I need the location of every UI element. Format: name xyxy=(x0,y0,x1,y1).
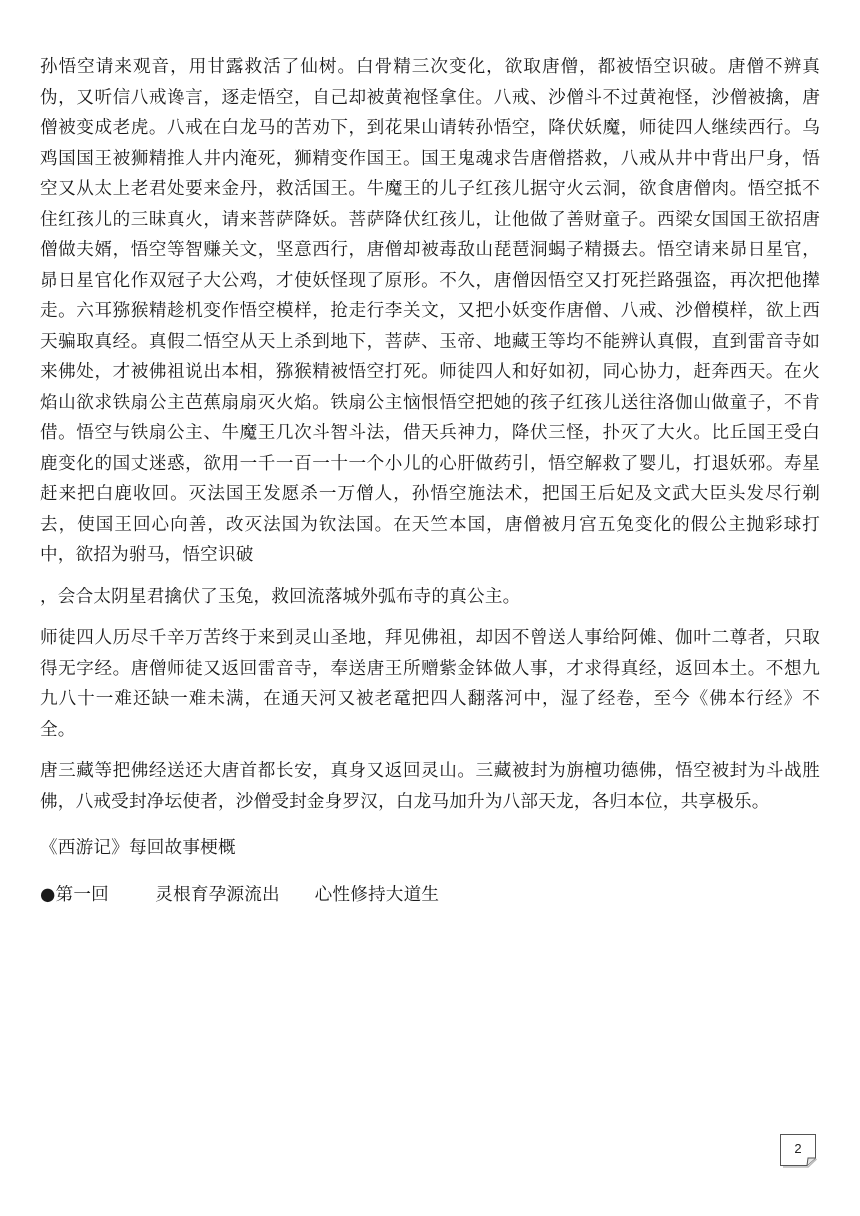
paragraph: 师徒四人历尽千辛万苦终于来到灵山圣地，拜见佛祖，却因不曾送人事给阿傩、伽叶二尊者，只取得无字经。唐僧师徒又返回雷音寺，奉送唐王所赠紫金钵做人事，才求得真经，返回本土。不想九九八十一难还缺一难未满，在通天河又被老鼋把四人翻落河中，湿了经卷，至今《佛本行经》不全。 xyxy=(40,628,820,740)
bullet-icon: ● xyxy=(40,884,56,905)
paragraph: 唐三藏等把佛经送还大唐首都长安，真身又返回灵山。三藏被封为旃檀功德佛，悟空被封为斗战胜佛，八戒受封净坛使者，沙僧受封金身罗汉，白龙马加升为八部天龙，各归本位，共享极乐。 xyxy=(40,761,820,812)
page-number-box xyxy=(780,1134,816,1166)
chapter-heading xyxy=(40,880,820,911)
chapter-title-part-2: 心性修持大道生 xyxy=(314,884,440,905)
chapter-number: 第一回 xyxy=(55,884,109,905)
section-title: 《西游记》每回故事梗概 xyxy=(40,838,236,858)
page-number: 2 xyxy=(794,1141,802,1156)
document-body xyxy=(40,52,820,910)
paragraph: 孙悟空请来观音，用甘露救活了仙树。白骨精三次变化，欲取唐僧，都被悟空识破。唐僧不辨真伪，又听信八戒谗言，逐走悟空，自己却被黄袍怪拿住。八戒、沙僧斗不过黄袍怪，沙僧被擒，唐僧被变成老虎。八戒在白龙马的苦劝下，到花果山请转孙悟空，降伏妖魔，师徒四人继续西行。乌鸡国国王被狮精推人井内淹死，狮精变作国王。国王鬼魂求告唐僧搭救，八戒从井中背出尸身，悟空又从太上老君处要来金丹，救活国王。牛魔王的儿子红孩儿据守火云洞，欲食唐僧肉。悟空抵不住红孩儿的三昧真火，请来菩萨降妖。菩萨降伏红孩儿，让他做了善财童子。西梁女国国王欲招唐僧做夫婿，悟空等智赚关文，坚意西行，唐僧却被毒敌山琵琶洞蝎子精摄去。悟空请来昴日星官，昴日星官化作双冠子大公鸡，才使妖怪现了原形。不久，唐僧因悟空又打死拦路强盗，再次把他撵走。六耳猕猴精趁机变作悟空模样，抢走行李关文，又把小妖变作唐僧、八戒、沙僧模样，欲上西天骗取真经。真假二悟空从天上杀到地下，菩萨、玉帝、地藏王等均不能辨认真假，直到雷音寺如来佛处，才被佛祖说出本相，猕猴精被悟空打死。师徒四人和好如初，同心协力，赶奔西天。在火焰山欲求铁扇公主芭蕉扇扇灭火焰。铁扇公主恼恨悟空把她的孩子红孩儿送往洛伽山做童子，不肯借。悟空与铁扇公主、牛魔王几次斗智斗法，借天兵神力，降伏三怪，扑灭了大火。比丘国王受白鹿变化的国丈迷惑，欲用一千一百一十一个小儿的心肝做药引，悟空解救了婴儿，打退妖邪。寿星赶来把白鹿收回。灭法国王发愿杀一万僧人，孙悟空施法术，把国王后妃及文武大臣头发尽行剃去，使国王回心向善，改灭法国为钦法国。在天竺本国，唐僧被月宫五兔变化的假公主抛彩球打中，欲招为驸马，悟空识破 xyxy=(40,57,820,565)
chapter-title-part-1: 灵根育孕源流出 xyxy=(155,884,280,905)
paragraph: ，会合太阴星君擒伏了玉兔，救回流落城外弧布寺的真公主。 xyxy=(40,586,521,607)
